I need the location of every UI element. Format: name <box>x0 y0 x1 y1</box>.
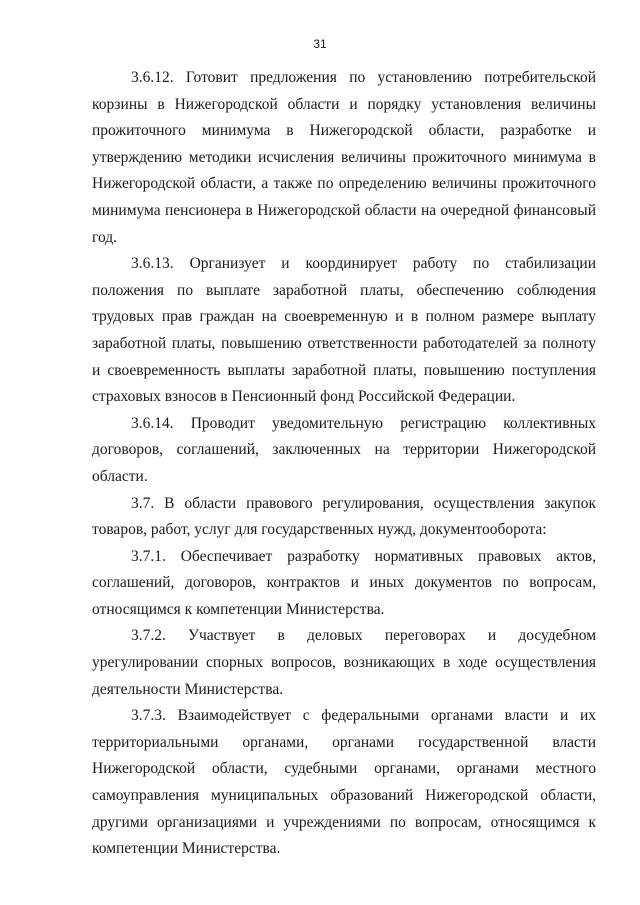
paragraph-3-7-1: 3.7.1. Обеспечивает разработку нормативных правовых актов, соглашений, договоров, контрактов и иных документов по вопросам, относящимся к компетенции Министерства. <box>92 547 596 618</box>
page-number: 31 <box>313 37 327 51</box>
paragraph-3-7-3: 3.7.3. Взаимодействует с федеральными органами власти и их территориальными органами, органами государственной власти Нижегородской области, судебными органами, органами местного самоуправления муниципальных образований Нижегородской области, другими организациями и учреждениями по вопросам, относящимся к компетенции Министерства. <box>92 707 596 858</box>
paragraph-3-7: 3.7. В области правового регулирования, осуществления закупок товаров, работ, услуг для государственных нужд, документооборота: <box>92 494 596 539</box>
paragraph-3-6-12: 3.6.12. Готовит предложения по установлению потребительской корзины в Нижегородской области и порядку установления величины прожиточного минимума в Нижегородской области, разработке и утверждению методики исчисления величины прожиточного минимума в Нижегородской области, а также по определению величины прожиточного минимума пенсионера в Нижегородской области на очередной финансовый год. <box>92 69 596 246</box>
document-body <box>92 65 596 863</box>
paragraph-3-6-14: 3.6.14. Проводит уведомительную регистрацию коллективных договоров, соглашений, заключенных на территории Нижегородской области. <box>92 414 596 485</box>
paragraph-3-6-13: 3.6.13. Организует и координирует работу по стабилизации положения по выплате заработной платы, обеспечению соблюдения трудовых прав граждан на своевременную и в полном размере выплату заработной платы, повышению ответственности работодателей за полноту и своевременность выплаты заработной платы, повышению поступления страховых взносов в Пенсионный фонд Российской Федерации. <box>92 255 596 406</box>
paragraph-3-7-2: 3.7.2. Участвует в деловых переговорах и досудебном урегулировании спорных вопросов, возникающих в ходе осуществления деятельности Министерства. <box>92 627 596 698</box>
